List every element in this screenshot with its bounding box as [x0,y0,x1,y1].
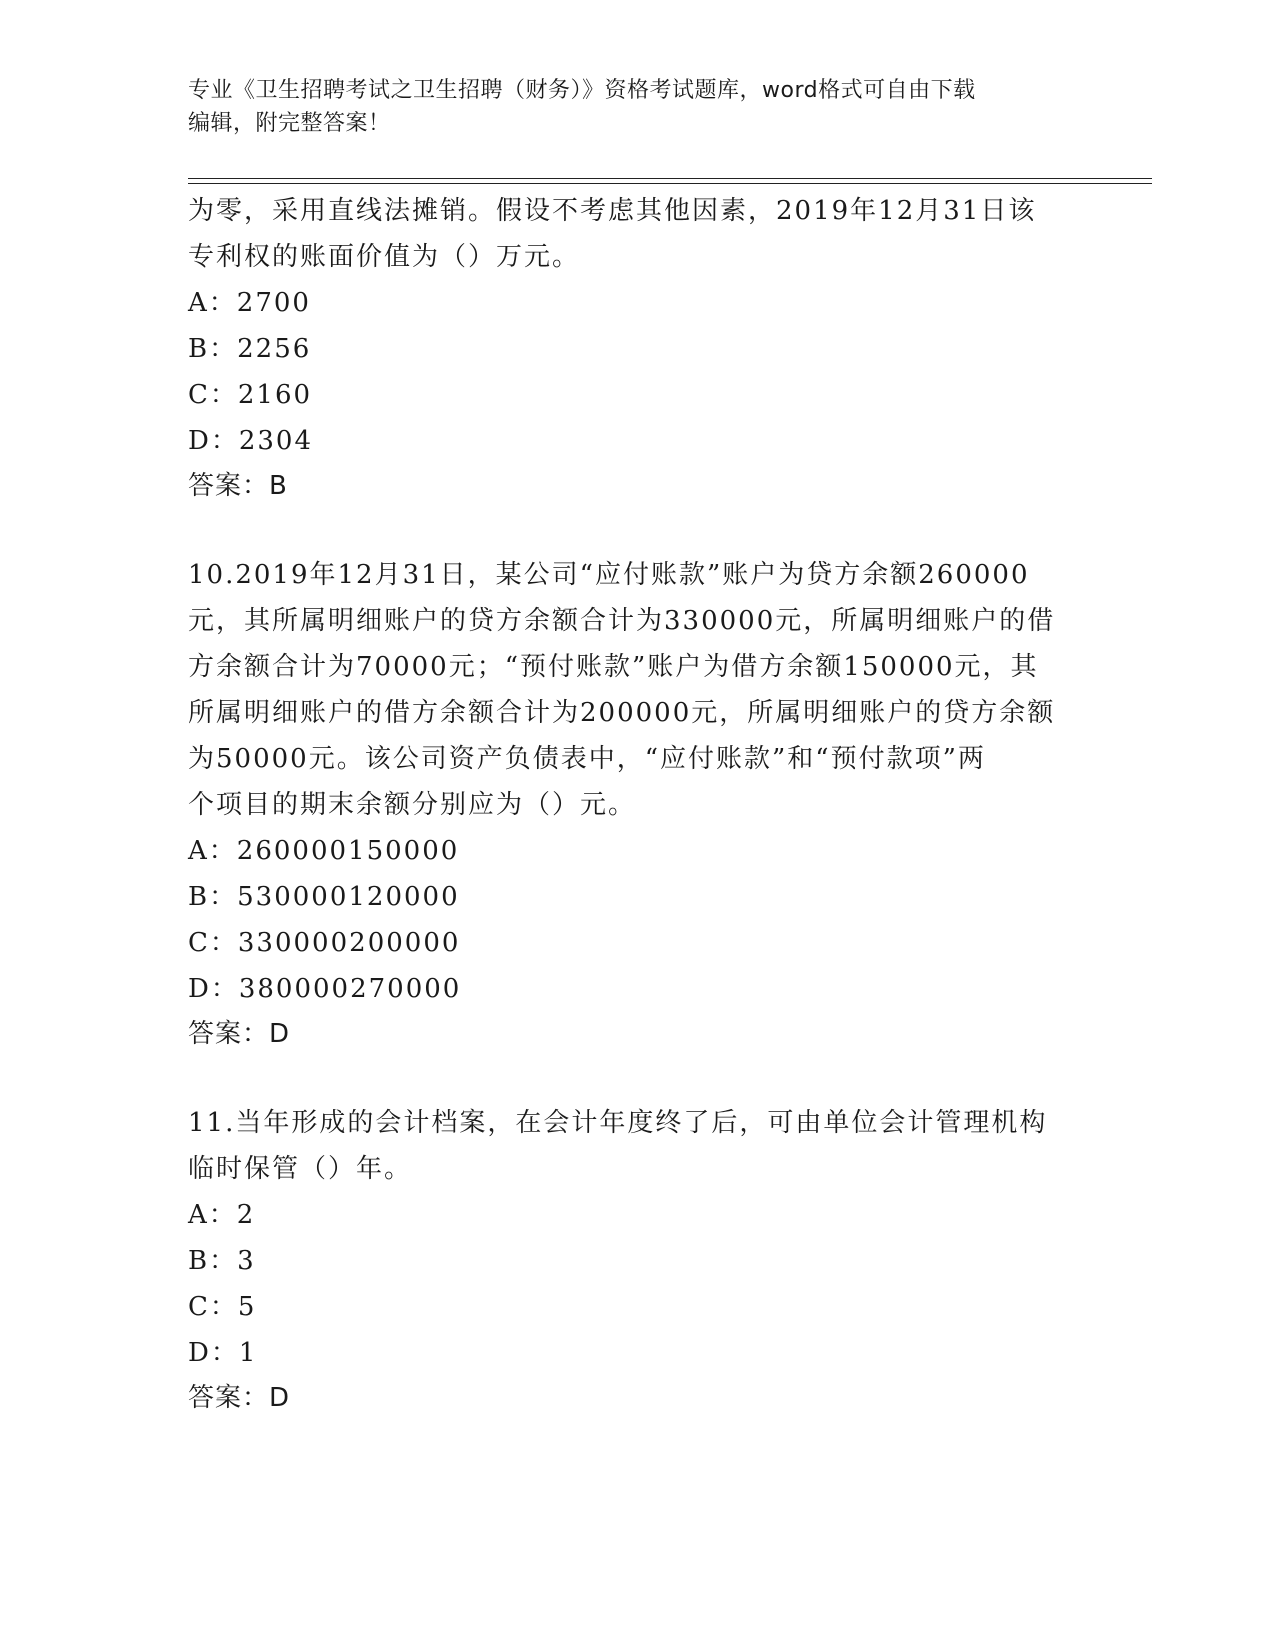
option-c: C：2160 [188,380,313,410]
option-b: B：530000120000 [188,882,460,912]
document-header [188,74,1068,140]
answer-line: 答案：B [188,471,288,501]
option-a: A：2 [188,1200,256,1230]
question-stem-line: 个项目的期末余额分别应为（）元。 [188,790,637,820]
option-d: D：1 [188,1338,258,1368]
header-rule-bottom [188,183,1152,184]
question-stem-line: 为50000元。该公司资产负债表中，“应付账款”和“预付款项”两 [188,744,986,774]
question-stem-line: 专利权的账面价值为（）万元。 [188,242,581,272]
question-stem-line: 10.2019年12月31日，某公司“应付账款”账户为贷方余额260000 [188,560,1030,590]
option-d: D：2304 [188,426,314,456]
option-a: A：2700 [188,288,311,318]
question-block [188,552,1088,1056]
question-spacer [188,1056,1088,1100]
option-c: C：330000200000 [188,928,461,958]
option-b: B：2256 [188,334,312,364]
question-stem-line: 为零，采用直线法摊销。假设不考虑其他因素，2019年12月31日该 [188,196,1037,226]
question-stem-line: 11.当年形成的会计档案，在会计年度终了后，可由单位会计管理机构 [188,1108,1048,1138]
question-stem-line: 方余额合计为70000元；“预付账款”账户为借方余额150000元，其 [188,652,1039,682]
option-a: A：260000150000 [188,836,460,866]
question-stem-line: 元，其所属明细账户的贷方余额合计为330000元，所属明细账户的借 [188,606,1056,636]
option-c: C：5 [188,1292,257,1322]
option-b: B：3 [188,1246,256,1276]
question-spacer [188,508,1088,552]
answer-line: 答案：D [188,1383,291,1413]
header-line-1: 专业《卫生招聘考试之卫生招聘（财务）》资格考试题库，word格式可自由下载 [188,78,976,103]
question-stem-line: 临时保管（）年。 [188,1154,413,1184]
question-block [188,1100,1088,1420]
header-line-2: 编辑，附完整答案！ [188,111,391,136]
question-block [188,188,1088,508]
header-rule-top [188,178,1152,179]
question-list [188,188,1088,1420]
question-stem-line: 所属明细账户的借方余额合计为200000元，所属明细账户的贷方余额 [188,698,1056,728]
option-d: D：380000270000 [188,974,462,1004]
answer-line: 答案：D [188,1019,291,1049]
